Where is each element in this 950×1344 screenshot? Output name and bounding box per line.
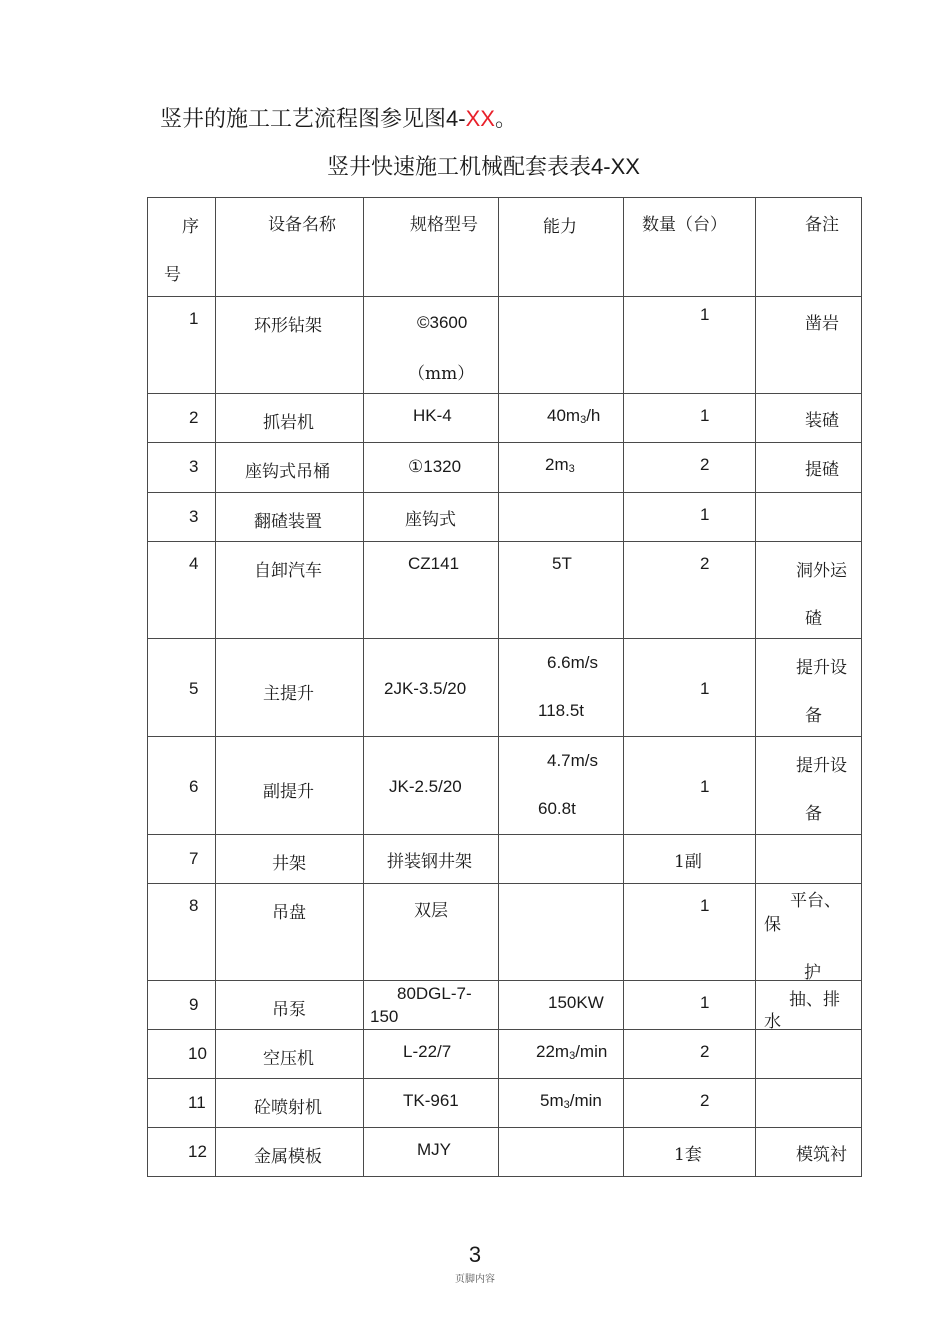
seq-number: 12 (188, 1142, 207, 1161)
quantity: 1 (700, 896, 710, 915)
table-row (148, 737, 862, 835)
seq-number: 3 (189, 507, 199, 526)
cell-capacity (499, 639, 624, 737)
cell-qty (624, 835, 756, 884)
table-row (148, 639, 862, 737)
spec-value: 双层 (414, 901, 448, 921)
equipment-name: 主提升 (263, 684, 314, 704)
spec-value: L-22/7 (403, 1042, 452, 1061)
cell-spec (364, 1030, 499, 1079)
seq-number: 2 (189, 408, 199, 427)
header-spec-label: 规格型号 (410, 215, 478, 235)
seq-number: 4 (189, 554, 199, 573)
cell-name (216, 835, 364, 884)
seq-number: 1 (189, 309, 199, 328)
capacity-value (545, 455, 575, 475)
capacity-unit: /h (586, 406, 601, 425)
footer-note: 页脚内容 (455, 1274, 495, 1285)
figure-ref-placeholder: XX (465, 106, 495, 131)
equipment-name: 空压机 (263, 1049, 314, 1069)
note-line1: 提升设 (796, 756, 847, 776)
header-capacity (499, 198, 624, 297)
cell-capacity (499, 884, 624, 981)
cell-capacity (499, 981, 624, 1030)
cell-spec (364, 835, 499, 884)
equipment-name: 副提升 (263, 782, 314, 802)
seq-number: 11 (188, 1093, 206, 1112)
cell-qty (624, 1030, 756, 1079)
cell-name (216, 884, 364, 981)
cell-name (216, 443, 364, 493)
cell-note (756, 981, 862, 1030)
cell-qty (624, 297, 756, 394)
capacity-speed: 6.6m/s (547, 653, 599, 672)
spec-value: HK-4 (413, 406, 452, 425)
spec-value: 拼装钢井架 (387, 852, 472, 872)
cell-seq (148, 1128, 216, 1177)
cell-spec (364, 297, 499, 394)
spec-value: JK-2.5/20 (389, 777, 462, 796)
quantity: 1 (700, 505, 710, 524)
cell-seq (148, 1079, 216, 1128)
cell-seq (148, 835, 216, 884)
capacity-exponent: 3 (568, 463, 575, 475)
quantity: 2 (700, 1091, 710, 1110)
cell-name (216, 1128, 364, 1177)
cell-spec (364, 981, 499, 1030)
cell-capacity (499, 1030, 624, 1079)
header-name-label: 设备名称 (268, 215, 336, 235)
header-qty (624, 198, 756, 297)
capacity-value (536, 1042, 607, 1062)
table-row (148, 981, 862, 1030)
capacity-load: 60.8t (538, 799, 576, 818)
cell-spec (364, 443, 499, 493)
spec-value: 座钩式 (405, 510, 456, 530)
spec-value: ①1320 (408, 457, 462, 476)
cell-note (756, 443, 862, 493)
cell-seq (148, 394, 216, 443)
quantity: 2 (700, 554, 710, 573)
spec-value: 2JK-3.5/20 (384, 679, 467, 698)
cell-seq (148, 443, 216, 493)
note-line2: 碴 (805, 609, 822, 629)
equipment-name: 砼喷射机 (254, 1098, 322, 1118)
cell-capacity (499, 443, 624, 493)
cell-name (216, 394, 364, 443)
cell-qty (624, 542, 756, 639)
table-row (148, 884, 862, 981)
seq-number: 7 (189, 849, 199, 868)
quantity: 2 (700, 455, 710, 474)
note: 装碴 (805, 411, 839, 431)
quantity: 1 (700, 305, 710, 324)
equipment-name: 环形钻架 (254, 316, 322, 336)
cell-note (756, 1079, 862, 1128)
header-name (216, 198, 364, 297)
capacity-exponent: 3 (563, 1099, 570, 1111)
equipment-table (147, 197, 862, 1177)
note-line1: 洞外运 (796, 561, 847, 581)
cell-note (756, 884, 862, 981)
equipment-name: 座钩式吊桶 (245, 462, 330, 482)
quantity: 1 (700, 777, 710, 796)
note: 模筑衬 (796, 1145, 847, 1165)
table-row (148, 493, 862, 542)
quantity: 1 (700, 993, 710, 1012)
note: 凿岩 (805, 314, 839, 334)
capacity-exponent: 3 (580, 414, 587, 426)
spec-value: CZ141 (408, 554, 460, 573)
cell-capacity (499, 737, 624, 835)
note-line1: 抽、排 (789, 990, 840, 1010)
table-row (148, 1030, 862, 1079)
cell-capacity (499, 1079, 624, 1128)
cell-seq (148, 981, 216, 1030)
capacity-unit: /min (569, 1091, 602, 1110)
table-title-ref: 4-XX (591, 154, 640, 179)
seq-number: 9 (189, 995, 199, 1014)
cell-capacity (499, 1128, 624, 1177)
table-title-text: 竖井快速施工机械配套表表 (327, 155, 592, 180)
intro-text: 竖井的施工工艺流程图参见图 (160, 107, 447, 132)
note-line1: 提升设 (796, 658, 847, 678)
seq-number: 8 (189, 896, 199, 915)
intro-period: 。 (494, 107, 517, 132)
table-header-row (148, 198, 862, 297)
header-seq-line2: 号 (164, 265, 181, 285)
cell-capacity (499, 542, 624, 639)
cell-capacity (499, 835, 624, 884)
spec-value: TK-961 (403, 1091, 459, 1110)
cell-name (216, 1030, 364, 1079)
equipment-name: 翻碴装置 (254, 512, 322, 532)
capacity-exponent: 3 (569, 1050, 576, 1062)
cell-note (756, 1030, 862, 1079)
cell-seq (148, 297, 216, 394)
cell-qty (624, 443, 756, 493)
cell-spec (364, 1128, 499, 1177)
cell-note (756, 737, 862, 835)
cell-spec (364, 737, 499, 835)
header-note (756, 198, 862, 297)
equipment-name: 吊泵 (272, 1000, 306, 1020)
note-line1: 平台、 (790, 891, 841, 911)
equipment-name: 金属模板 (254, 1147, 322, 1167)
cell-capacity (499, 394, 624, 443)
note-line2: 水 (764, 1012, 781, 1032)
cell-note (756, 1128, 862, 1177)
cell-name (216, 639, 364, 737)
header-note-label: 备注 (805, 215, 839, 235)
cell-name (216, 493, 364, 542)
note-line2: 备 (805, 804, 822, 824)
quantity: 1副 (674, 852, 702, 872)
capacity-value (547, 406, 600, 426)
cell-spec (364, 542, 499, 639)
equipment-name: 抓岩机 (263, 413, 314, 433)
cell-note (756, 542, 862, 639)
cell-name (216, 981, 364, 1030)
cell-qty (624, 493, 756, 542)
capacity-value: 5T (552, 554, 572, 573)
note: 提碴 (805, 460, 839, 480)
figure-ref-prefix: 4- (446, 106, 466, 131)
capacity-load: 118.5t (538, 701, 585, 720)
equipment-name: 吊盘 (272, 903, 306, 923)
spec-value: 80DGL-7- (397, 984, 472, 1003)
cell-name (216, 1079, 364, 1128)
table-row (148, 297, 862, 394)
table-row (148, 394, 862, 443)
cell-seq (148, 493, 216, 542)
note-line3: 护 (804, 963, 821, 983)
capacity-speed: 4.7m/s (547, 751, 599, 770)
table-title (327, 150, 640, 185)
cell-qty (624, 981, 756, 1030)
spec-value: MJY (417, 1140, 451, 1159)
header-qty-label: 数量（台） (642, 215, 727, 235)
note-line2: 保 (764, 915, 781, 935)
cell-spec (364, 1079, 499, 1128)
header-capacity-label: 能力 (543, 217, 577, 237)
cell-capacity (499, 493, 624, 542)
capacity-unit: /min (575, 1042, 608, 1061)
note-line2: 备 (805, 706, 822, 726)
table-row (148, 443, 862, 493)
quantity: 1套 (674, 1145, 702, 1165)
seq-number: 3 (189, 457, 199, 476)
cell-name (216, 542, 364, 639)
quantity: 1 (700, 679, 710, 698)
capacity-base: 22m (536, 1042, 570, 1061)
cell-note (756, 835, 862, 884)
capacity-base: 5m (540, 1091, 564, 1110)
cell-seq (148, 639, 216, 737)
spec-value-cont: 150 (370, 1007, 399, 1026)
intro-paragraph (160, 102, 517, 137)
capacity-value (540, 1091, 602, 1111)
equipment-name: 井架 (272, 854, 306, 874)
capacity-base: 2m (545, 455, 569, 474)
seq-number: 5 (189, 679, 199, 698)
table-row (148, 835, 862, 884)
cell-spec (364, 394, 499, 443)
spec-value: ©3600 (417, 313, 468, 332)
header-seq-line1: 序 (182, 217, 199, 237)
header-seq (148, 198, 216, 297)
cell-seq (148, 542, 216, 639)
spec-unit: （mm） (408, 364, 475, 384)
cell-spec (364, 493, 499, 542)
cell-note (756, 493, 862, 542)
cell-note (756, 297, 862, 394)
cell-seq (148, 884, 216, 981)
cell-seq (148, 1030, 216, 1079)
cell-note (756, 394, 862, 443)
cell-capacity (499, 297, 624, 394)
header-spec (364, 198, 499, 297)
seq-number: 6 (189, 777, 199, 796)
cell-note (756, 639, 862, 737)
cell-spec (364, 884, 499, 981)
table-row (148, 1128, 862, 1177)
capacity-base: 40m (547, 406, 581, 425)
cell-qty (624, 1128, 756, 1177)
quantity: 2 (700, 1042, 710, 1061)
table-row (148, 1079, 862, 1128)
cell-spec (364, 639, 499, 737)
cell-qty (624, 639, 756, 737)
cell-qty (624, 884, 756, 981)
page-number: 3 (468, 1242, 482, 1267)
quantity: 1 (700, 406, 710, 425)
table-row (148, 542, 862, 639)
cell-name (216, 297, 364, 394)
cell-qty (624, 1079, 756, 1128)
cell-name (216, 737, 364, 835)
seq-number: 10 (188, 1044, 207, 1063)
cell-qty (624, 737, 756, 835)
equipment-name: 自卸汽车 (254, 561, 322, 581)
cell-qty (624, 394, 756, 443)
capacity-value: 150KW (548, 993, 604, 1012)
cell-seq (148, 737, 216, 835)
